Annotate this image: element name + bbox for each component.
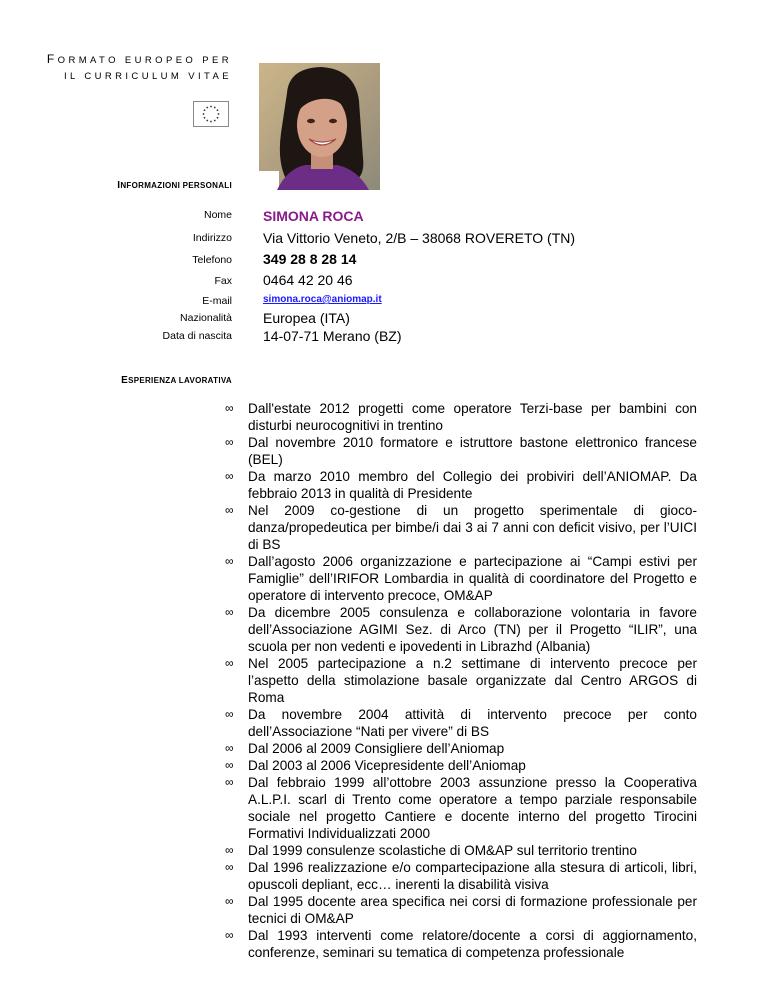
list-item [225,655,697,706]
experience-text: Dal 1995 docente area specifica nei corsi di formazione professionale per tecnici di OM&AP [248,894,697,926]
portrait-photo [259,63,380,190]
value-data-nascita: 14-07-71 Merano (BZ) [263,328,402,344]
label-telefono: Telefono [192,254,232,266]
experience-text: Dal 1993 interventi come relatore/docente a corsi di aggiornamento, conferenze, seminari su tematica di competenza professionale [248,928,697,960]
list-item [225,740,697,757]
infinity-bullet-icon: ∞ [225,401,234,415]
infinity-bullet-icon: ∞ [225,741,234,755]
label-email: E-mail [202,295,232,307]
list-item [225,757,697,774]
infinity-bullet-icon: ∞ [225,605,234,619]
label-nome: Nome [203,209,232,221]
infinity-bullet-icon: ∞ [225,843,234,857]
eu-star-icon [206,107,208,109]
infinity-bullet-icon: ∞ [225,554,234,568]
value-indirizzo: Via Vittorio Veneto, 2/B – 38068 ROVERETO (TN) [263,230,576,246]
label-indirizzo: Indirizzo [192,232,232,244]
section-initial: E [121,375,129,386]
email-link[interactable]: simona.roca@aniomap.it [263,294,382,305]
infinity-bullet-icon: ∞ [225,928,234,942]
section-initial: I [117,180,121,191]
cv-format-title-line2: IL CURRICULUM VITAE [63,71,232,82]
experience-text: Da marzo 2010 membro del Collegio dei probiviri dell’ANIOMAP. Da febbraio 2013 in qualità di Presidente [248,469,697,501]
infinity-bullet-icon: ∞ [225,860,234,874]
list-item [225,434,697,468]
experience-text: Dal 2006 al 2009 Consigliere dell’Aniomap [248,741,505,756]
experience-text: Nel 2009 co-gestione di un progetto sperimentale di gioco-danza/propedeutica per bimbe/i dai 3 ai 7 anni con deficit visivo, per l’UICI di BS [248,503,697,552]
title-initial: F [46,52,58,66]
experience-text: Dal 2003 al 2006 Vicepresidente dell’Aniomap [248,758,526,773]
eu-star-icon [204,117,206,119]
label-nazionalita: Nazionalità [180,312,232,324]
eu-star-icon [204,109,206,111]
eu-star-icon [214,120,216,122]
eu-star-icon [217,109,219,111]
list-item [225,400,697,434]
label-data-nascita: Data di nascita [162,330,232,342]
list-item [225,706,697,740]
value-nome: SIMONA ROCA [263,208,364,224]
list-item [225,859,697,893]
list-item [225,842,697,859]
eu-star-icon [203,113,205,115]
experience-text: Dal novembre 2010 formatore e istruttore bastone elettronico francese (BEL) [248,435,697,467]
experience-text: Dal 1996 realizzazione e/o compartecipazione alla stesura di articoli, libri, opuscoli depliant, ecc… inerenti la disabilità visiva [248,860,697,892]
work-experience-list [225,400,697,961]
list-item [225,893,697,927]
eu-star-icon [214,107,216,109]
label-fax: Fax [214,275,232,287]
eu-flag-icon [193,101,229,127]
eu-star-icon [210,121,212,123]
list-item [225,604,697,655]
value-telefono: 349 28 8 28 14 [263,251,357,267]
infinity-bullet-icon: ∞ [225,707,234,721]
section-title-personal-info [117,180,232,191]
infinity-bullet-icon: ∞ [225,758,234,772]
infinity-bullet-icon: ∞ [225,894,234,908]
infinity-bullet-icon: ∞ [225,503,234,517]
experience-text: Da dicembre 2005 consulenza e collaborazione volontaria in favore dell’Associazione AGIMI Sez. di Arco (TN) per il Progetto “ILIR”, una scuola per non vedenti e ipovedenti in Librazhd (Albania) [248,605,697,654]
section-rest: NFORMAZIONI PERSONALI [120,181,232,190]
experience-text: Nel 2005 partecipazione a n.2 settimane di intervento precoce per l’aspetto della stimolazione basale organizzate dal Centro ARGOS di Roma [248,656,697,705]
list-item [225,774,697,842]
infinity-bullet-icon: ∞ [225,656,234,670]
experience-text: Da novembre 2004 attività di intervento precoce per conto dell’Associazione “Nati per vivere” di BS [248,707,697,739]
infinity-bullet-icon: ∞ [225,775,234,789]
cv-format-title-line1 [47,52,232,66]
experience-text: Dall'estate 2012 progetti come operatore Terzi-base per bambini con disturbi neurocognitivi in trentino [248,401,697,433]
value-fax: 0464 42 20 46 [263,272,353,288]
title-rest: ORMATO EUROPEO PER [57,55,232,66]
experience-text: Dal febbraio 1999 all’ottobre 2003 assunzione presso la Cooperativa A.L.P.I. scarl di Trento come operatore a tempo parziale responsabile sociale nel progetto Cantiere e docente interno del progetto Tirocini Formativi Individualizzati 2000 [248,775,697,841]
list-item [225,468,697,502]
infinity-bullet-icon: ∞ [225,435,234,449]
list-item [225,927,697,961]
value-nazionalita: Europea (ITA) [263,310,350,326]
list-item [225,502,697,553]
eu-star-icon [217,117,219,119]
eu-star-icon [210,106,212,108]
section-rest: SPERIENZA LAVORATIVA [128,376,232,385]
infinity-bullet-icon: ∞ [225,469,234,483]
experience-text: Dal 1999 consulenze scolastiche di OM&AP sul territorio trentino [248,843,637,858]
eu-star-icon [218,113,220,115]
experience-text: Dall’agosto 2006 organizzazione e partecipazione ai “Campi estivi per Famiglie” dell’IRIFOR Lombardia in qualità di coordinatore del Progetto e operatore di intervento precoce, OM&AP [248,554,697,603]
list-item [225,553,697,604]
eu-star-icon [206,120,208,122]
section-title-work-experience [121,375,232,386]
